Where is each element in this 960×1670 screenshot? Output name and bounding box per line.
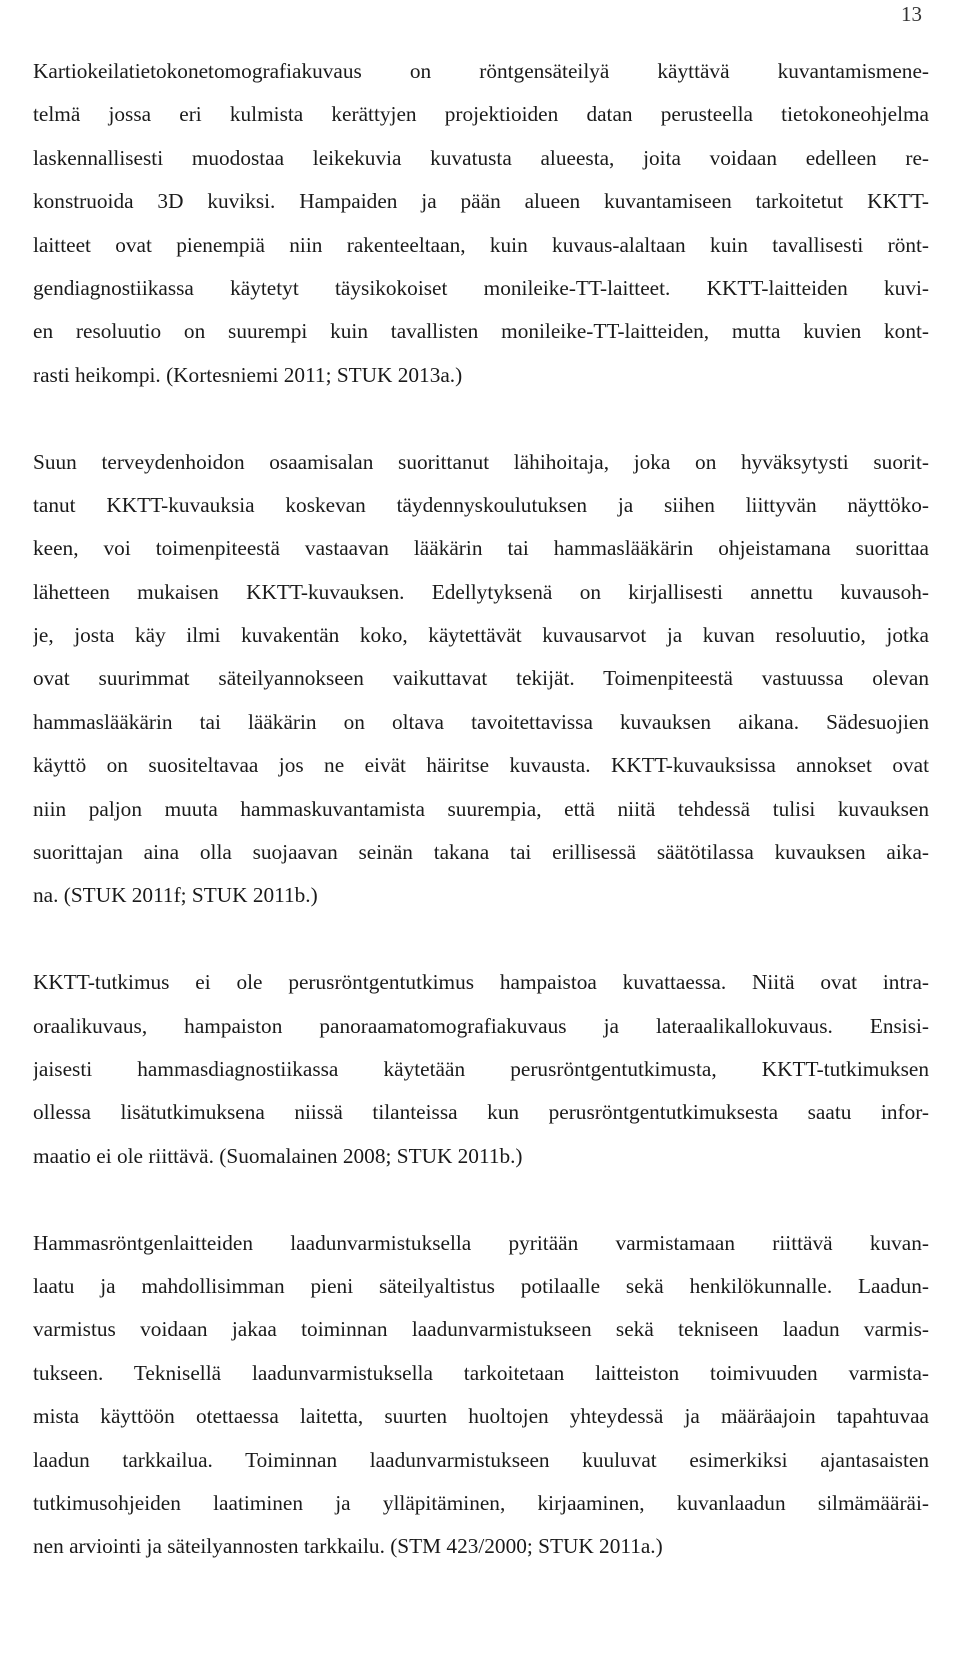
text-line: Hammasröntgenlaitteiden laadunvarmistuksella pyritään varmistamaan riittävä kuvan- bbox=[33, 1230, 929, 1255]
paragraph-3 bbox=[33, 961, 929, 1178]
text-line: tanut KKTT-kuvauksia koskevan täydennyskoulutuksen ja siihen liittyvän näyttöko- bbox=[33, 492, 929, 517]
text-line: jaisesti hammasdiagnostiikassa käytetään perusröntgentutkimusta, KKTT-tutkimuksen bbox=[33, 1056, 929, 1081]
text-line: Suun terveydenhoidon osaamisalan suorittanut lähihoitaja, joka on hyväksytysti suorit- bbox=[33, 449, 929, 474]
text-line: KKTT-tutkimus ei ole perusröntgentutkimus hampaistoa kuvattaessa. Niitä ovat intra- bbox=[33, 970, 929, 995]
text-line: Kartiokeilatietokonetomografiakuvaus on röntgensäteilyä käyttävä kuvantamismene- bbox=[33, 59, 929, 83]
text-line: nen arviointi ja säteilyannosten tarkkailu. (STM 423/2000; STUK 2011a.) bbox=[33, 1534, 663, 1559]
text-line: tukseen. Teknisellä laadunvarmistuksella tarkoitetaan laitteiston toimivuuden varmista- bbox=[33, 1360, 929, 1385]
text-line: keen, voi toimenpiteestä vastaavan lääkärin tai hammaslääkärin ohjeistamana suorittaa bbox=[33, 536, 929, 561]
text-line: käyttö on suositeltavaa jos ne eivät häiritse kuvausta. KKTT-kuvauksissa annokset ovat bbox=[33, 753, 929, 778]
text-line: laskennallisesti muodostaa leikekuvia kuvatusta alueesta, joita voidaan edelleen re- bbox=[33, 145, 929, 170]
text-line: mista käyttöön otettaessa laitetta, suurten huoltojen yhteydessä ja määräajoin tapahtuvaa bbox=[33, 1404, 929, 1429]
text-line: ovat suurimmat säteilyannokseen vaikuttavat tekijät. Toimenpiteestä vastuussa olevan bbox=[33, 666, 929, 691]
text-line: na. (STUK 2011f; STUK 2011b.) bbox=[33, 883, 318, 908]
paragraph-1 bbox=[33, 50, 929, 397]
paragraph-2 bbox=[33, 441, 929, 918]
text-line: lähetteen mukaisen KKTT-kuvauksen. Edellytyksenä on kirjallisesti annettu kuvausoh- bbox=[33, 579, 929, 604]
text-line: telmä jossa eri kulmista kerättyjen projektioiden datan perusteella tietokoneohjelma bbox=[33, 102, 929, 127]
text-line: oraalikuvaus, hampaiston panoraamatomografiakuvaus ja lateraalikallokuvaus. Ensisi- bbox=[33, 1013, 929, 1038]
text-line: ollessa lisätutkimuksena niissä tilanteissa kun perusröntgentutkimuksesta saatu infor- bbox=[33, 1100, 929, 1125]
text-line: varmistus voidaan jakaa toiminnan laadunvarmistukseen sekä tekniseen laadun varmis- bbox=[33, 1317, 929, 1342]
paragraph-4 bbox=[33, 1222, 929, 1569]
page-number: 13 bbox=[901, 2, 922, 26]
text-line: je, josta käy ilmi kuvakentän koko, käytettävät kuvausarvot ja kuvan resoluutio, jotka bbox=[33, 623, 929, 648]
text-line: konstruoida 3D kuviksi. Hampaiden ja pään alueen kuvantamiseen tarkoitetut KKTT- bbox=[33, 189, 929, 214]
text-line: rasti heikompi. (Kortesniemi 2011; STUK 2013a.) bbox=[33, 362, 463, 387]
text-line: laitteet ovat pienempiä niin rakenteeltaan, kuin kuvaus-alaltaan kuin tavallisesti rönt- bbox=[33, 232, 929, 257]
text-line: maatio ei ole riittävä. (Suomalainen 2008; STUK 2011b.) bbox=[33, 1143, 523, 1168]
document-body bbox=[33, 50, 929, 1569]
paragraph-gap bbox=[33, 918, 929, 961]
text-line: gendiagnostiikassa käytetyt täysikokoiset monileike-TT-laitteet. KKTT-laitteiden kuvi- bbox=[33, 275, 929, 300]
paragraph-gap bbox=[33, 397, 929, 440]
text-line: tutkimusohjeiden laatiminen ja ylläpitäminen, kirjaaminen, kuvanlaadun silmämääräi- bbox=[33, 1490, 929, 1515]
text-line: laatu ja mahdollisimman pieni säteilyaltistus potilaalle sekä henkilökunnalle. Laadun- bbox=[33, 1273, 929, 1298]
text-line: hammaslääkärin tai lääkärin on oltava tavoitettavissa kuvauksen aikana. Sädesuojien bbox=[33, 709, 929, 734]
paragraph-gap bbox=[33, 1178, 929, 1221]
text-line: en resoluutio on suurempi kuin tavallisten monileike-TT-laitteiden, mutta kuvien kont- bbox=[33, 319, 929, 344]
text-line: laadun tarkkailua. Toiminnan laadunvarmistukseen kuuluvat esimerkiksi ajantasaisten bbox=[33, 1447, 929, 1472]
text-line: suorittajan aina olla suojaavan seinän takana tai erillisessä säätötilassa kuvauksen aika- bbox=[33, 840, 929, 865]
text-line: niin paljon muuta hammaskuvantamista suurempia, että niitä tehdessä tulisi kuvauksen bbox=[33, 796, 929, 821]
